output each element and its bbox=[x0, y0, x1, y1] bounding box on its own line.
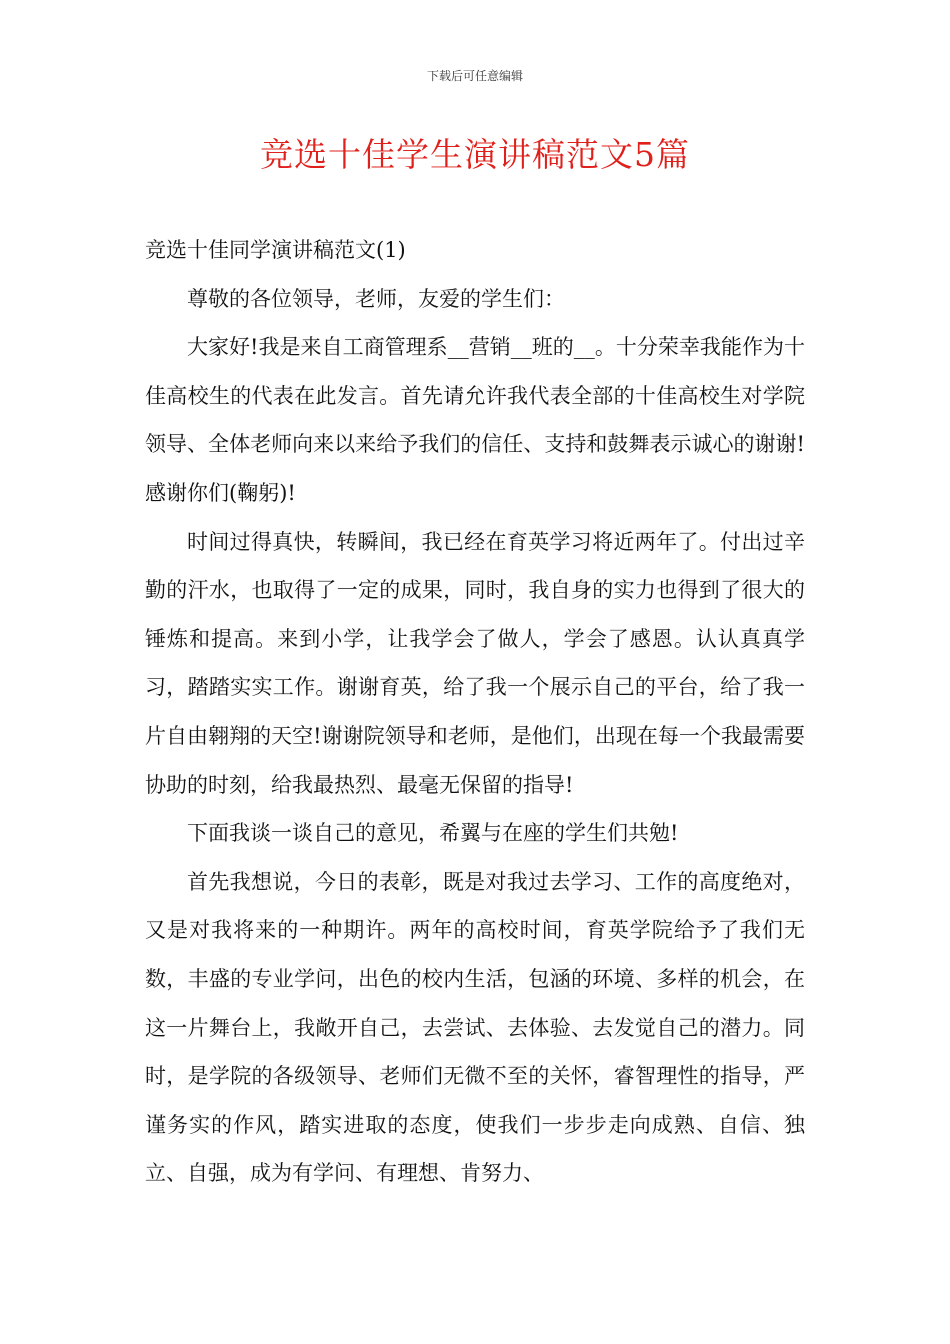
paragraph-4: 首先我想说，今日的表彰，既是对我过去学习、工作的高度绝对，又是对我将来的一种期许。两年的高校时间，育英学院给予了我们无数，丰盛的专业学问，出色的校内生活，包涵的环境、多样的机会，在这一片舞台上，我敞开自己，去尝试、去体验、去发觉自己的潜力。同时，是学院的各级领导、老师们无微不至的关怀，睿智理性的指导，严谨务实的作风，踏实进取的态度，使我们一步步走向成熟、自信、独立、自强，成为有学问、有理想、肯努力、 bbox=[145, 869, 805, 1186]
section-subtitle: 竞选十佳同学演讲稿范文(1) bbox=[145, 238, 406, 262]
paragraph-1: 大家好!我是来自工商管理系__营销__班的__。十分荣幸我能作为十佳高校生的代表在此发言。首先请允许我代表全部的十佳高校生对学院领导、全体老师向来以来给予我们的信任、支持和鼓舞表示诚心的谢谢!感谢你们(鞠躬)! bbox=[145, 335, 805, 505]
header-note: 下载后可任意编辑 bbox=[426, 69, 523, 83]
paragraph-greeting: 尊敬的各位领导，老师，友爱的学生们： bbox=[187, 286, 565, 311]
document-body bbox=[145, 226, 805, 1198]
paragraph-2: 时间过得真快，转瞬间，我已经在育英学习将近两年了。付出过辛勤的汗水，也取得了一定的成果，同时，我自身的实力也得到了很大的锤炼和提高。来到小学，让我学会了做人，学会了感恩。认认真真学习，踏踏实实工作。谢谢育英，给了我一个展示自己的平台，给了我一片自由翱翔的天空!谢谢院领导和老师，是他们，出现在每一个我最需要协助的时刻，给我最热烈、最毫无保留的指导! bbox=[145, 529, 805, 797]
paragraph-3: 下面我谈一谈自己的意见，希翼与在座的学生们共勉! bbox=[187, 821, 679, 846]
document-title: 竞选十佳学生演讲稿范文5篇 bbox=[260, 135, 690, 174]
